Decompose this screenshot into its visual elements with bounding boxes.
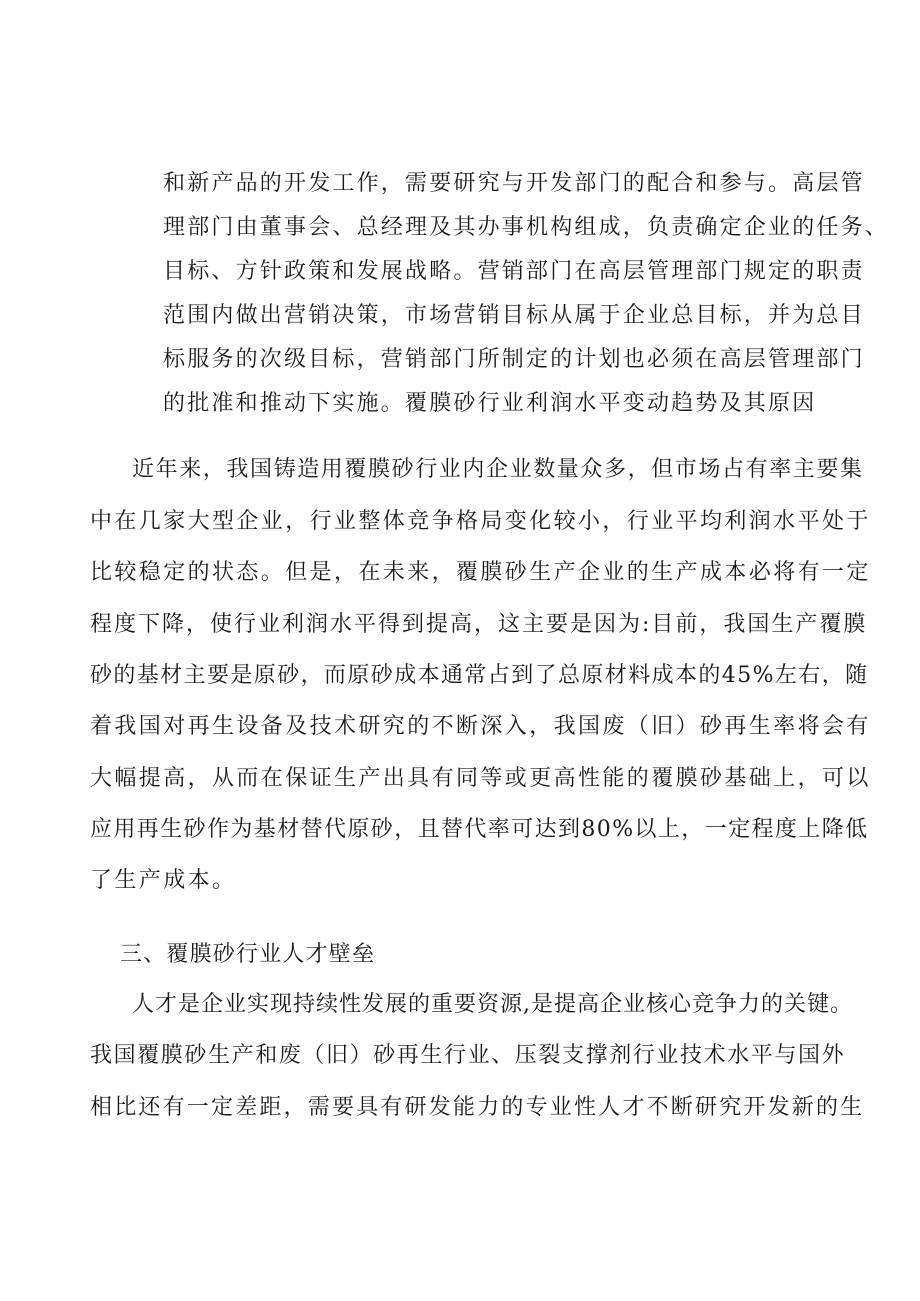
text-line: 理部门由董事会、总经理及其办事机构组成，负责确定企业的任务、 (163, 215, 890, 240)
text-line: 和新产品的开发工作，需要研究与开发部门的配合和参与。高层管 (163, 171, 865, 196)
text-line: 了生产成本。 (90, 868, 237, 893)
text-line: 的批准和推动下实施。覆膜砂行业利润水平变动趋势及其原因 (163, 391, 817, 416)
text-line: 程度下降，使行业利润水平得到提高，这主要是因为:目前，我国生产覆膜 (90, 612, 868, 637)
text-line: 范围内做出营销决策，市场营销目标从属于企业总目标，并为总目 (163, 303, 865, 328)
text-line: 砂的基材主要是原砂，而原砂成本通常占到了总原材料成本的45%左右，随 (90, 663, 869, 688)
text-line: 中在几家大型企业，行业整体竞争格局变化较小，行业平均利润水平处于 (90, 509, 871, 534)
text-line: 应用再生砂作为基材替代原砂，且替代率可达到80%以上，一定程度上降低 (90, 817, 869, 842)
text-line: 目标、方针政策和发展战略。营销部门在高层管理部门规定的职责 (163, 259, 865, 284)
text-line: 着我国对再生设备及技术研究的不断深入，我国废（旧）砂再生率将会有 (90, 714, 871, 739)
text-line: 近年来，我国铸造用覆膜砂行业内企业数量众多，但市场占有率主要集 (132, 457, 864, 482)
text-line: 人才是企业实现持续性发展的重要资源,是提高企业核心竞争力的关键。 (132, 992, 853, 1017)
text-line: 大幅提高，从而在保证生产出具有同等或更高性能的覆膜砂基础上，可以 (90, 766, 871, 791)
section-heading: 三、覆膜砂行业人才壁垒 (120, 942, 376, 967)
text-line: 我国覆膜砂生产和废（旧）砂再生行业、压裂支撑剂行业技术水平与国外 (90, 1043, 846, 1068)
text-line: 比较稳定的状态。但是，在未来，覆膜砂生产企业的生产成本必将有一定 (90, 560, 871, 585)
text-line: 标服务的次级目标，营销部门所制定的计划也必须在高层管理部门 (163, 347, 865, 372)
text-line: 相比还有一定差距，需要具有研发能力的专业性人才不断研究开发新的生 (90, 1095, 865, 1120)
